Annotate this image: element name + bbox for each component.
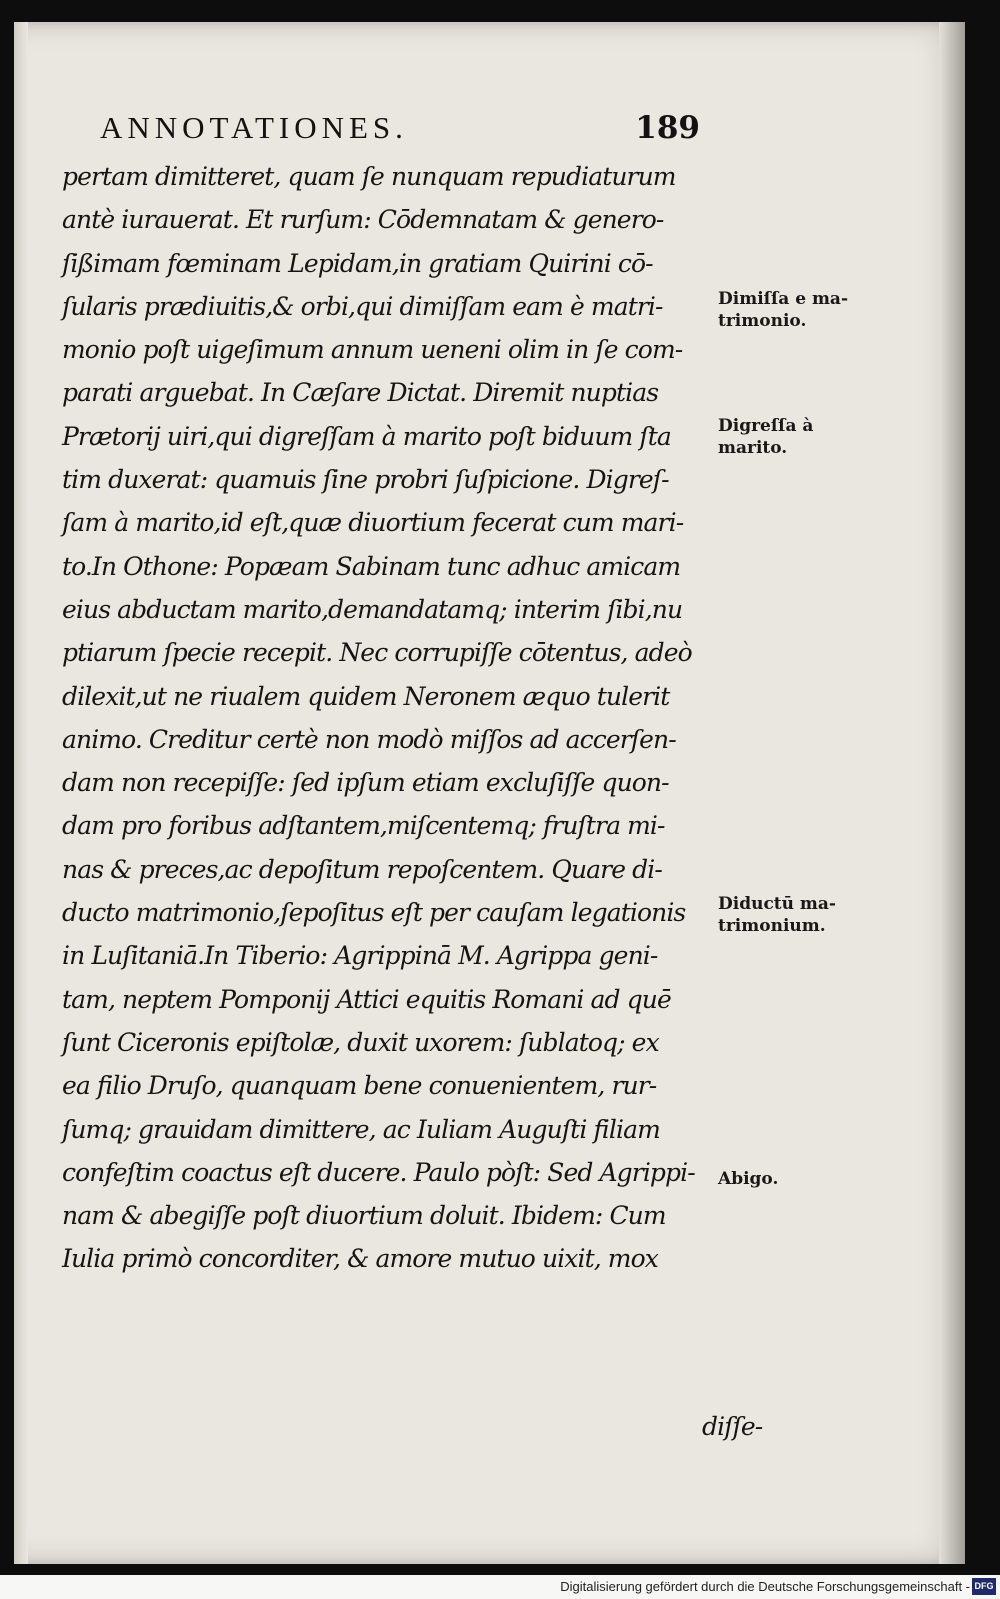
text-line: nas & preces,ac depoſitum repoſcentem. Quare di- — [62, 854, 662, 884]
text-line: antè iurauerat. Et rurſum: Cōdemnatam & genero- — [62, 205, 664, 235]
marginal-note-line: marito. — [718, 438, 788, 458]
text-line: eius abductam marito,demandatamq; interim ſibi,nu — [62, 594, 683, 624]
text-line: pertam dimitteret, quam ſe nunquam repudiaturum — [62, 162, 676, 191]
marginal-note — [718, 1168, 878, 1190]
text-line: ſam à marito,id eſt,quæ diuortium fecerat cum mari- — [62, 508, 684, 538]
page-gutter-shadow — [14, 22, 28, 1564]
dfg-logo: DFG — [972, 1578, 996, 1595]
catchword: diſſe- — [702, 1412, 763, 1441]
marginal-note-line: trimonio. — [718, 311, 807, 331]
text-line: ea filio Druſo, quanquam bene conuenientem, rur- — [62, 1071, 657, 1101]
marginal-note — [718, 288, 878, 332]
marginal-note-line: Digreſſa à — [718, 416, 814, 436]
marginal-note-line: trimonium. — [718, 916, 826, 936]
running-head — [100, 110, 700, 154]
text-line: dilexit,ut ne riualem quidem Neronem æquo tulerit — [62, 681, 670, 711]
text-line: ſumq; grauidam dimittere, ac Iuliam Auguſti filiam — [62, 1114, 660, 1144]
text-line: parati arguebat. In Cæſare Dictat. Diremit nuptias — [62, 378, 659, 408]
text-line: Prætorij uiri,qui digreſſam à marito poſt biduum ſta — [62, 421, 671, 451]
text-line: dam pro foribus adſtantem,miſcentemq; fruſtra mi- — [62, 811, 665, 841]
page-edge-shadow — [939, 22, 965, 1564]
text-line: to.In Othone: Popæam Sabinam tunc adhuc amicam — [62, 551, 681, 581]
text-line: ducto matrimonio,ſepoſitus eſt per cauſam legationis — [62, 898, 686, 928]
marginal-note — [718, 893, 878, 937]
funding-credit: Digitalisierung gefördert durch die Deutsche Forschungsgemeinschaft - — [560, 1579, 970, 1594]
text-line: confeſtim coactus eſt ducere. Paulo pòſt: Sed Agrippi- — [62, 1157, 695, 1187]
text-line: nam & abegiſſe poſt diuortium doluit. Ibidem: Cum — [62, 1201, 666, 1231]
text-line: ſißimam fœminam Lepidam,in gratiam Quirini cō- — [62, 248, 653, 278]
text-line: animo. Creditur certè non modò miſſos ad accerſen- — [62, 724, 676, 754]
marginal-note-line: Abigo. — [718, 1169, 779, 1189]
text-line: dam non recepiſſe: ſed ipſum etiam excluſiſſe quon- — [62, 768, 669, 798]
running-title: ANNOTATIONES. — [100, 110, 408, 145]
text-line: Iulia primò concorditer, & amore mutuo uixit, mox — [62, 1244, 658, 1274]
footer-bar — [0, 1575, 1000, 1599]
marginal-note-line: Dimiſſa e ma- — [718, 289, 848, 309]
text-line: ptiarum ſpecie recepit. Nec corrupiſſe cōtentus, adeò — [62, 638, 692, 668]
page-number: 189 — [635, 110, 700, 146]
text-line: in Luſitaniā.In Tiberio: Agrippinā M. Agrippa geni- — [62, 941, 658, 971]
text-line: tam, neptem Pomponij Attici equitis Romani ad quē — [62, 984, 671, 1014]
marginal-note-line: Diductū ma- — [718, 894, 836, 914]
marginal-note — [718, 415, 878, 459]
text-line: monio poſt uigeſimum annum ueneni olim in ſe com- — [62, 335, 683, 365]
text-line: ſularis prædiuitis,& orbi,qui dimiſſam eam è matri- — [62, 291, 663, 321]
text-line: ſunt Ciceronis epiſtolæ, duxit uxorem: ſublatoq; ex — [62, 1027, 659, 1057]
text-line: tim duxerat: quamuis ſine probri ſuſpicione. Digreſ- — [62, 465, 669, 495]
